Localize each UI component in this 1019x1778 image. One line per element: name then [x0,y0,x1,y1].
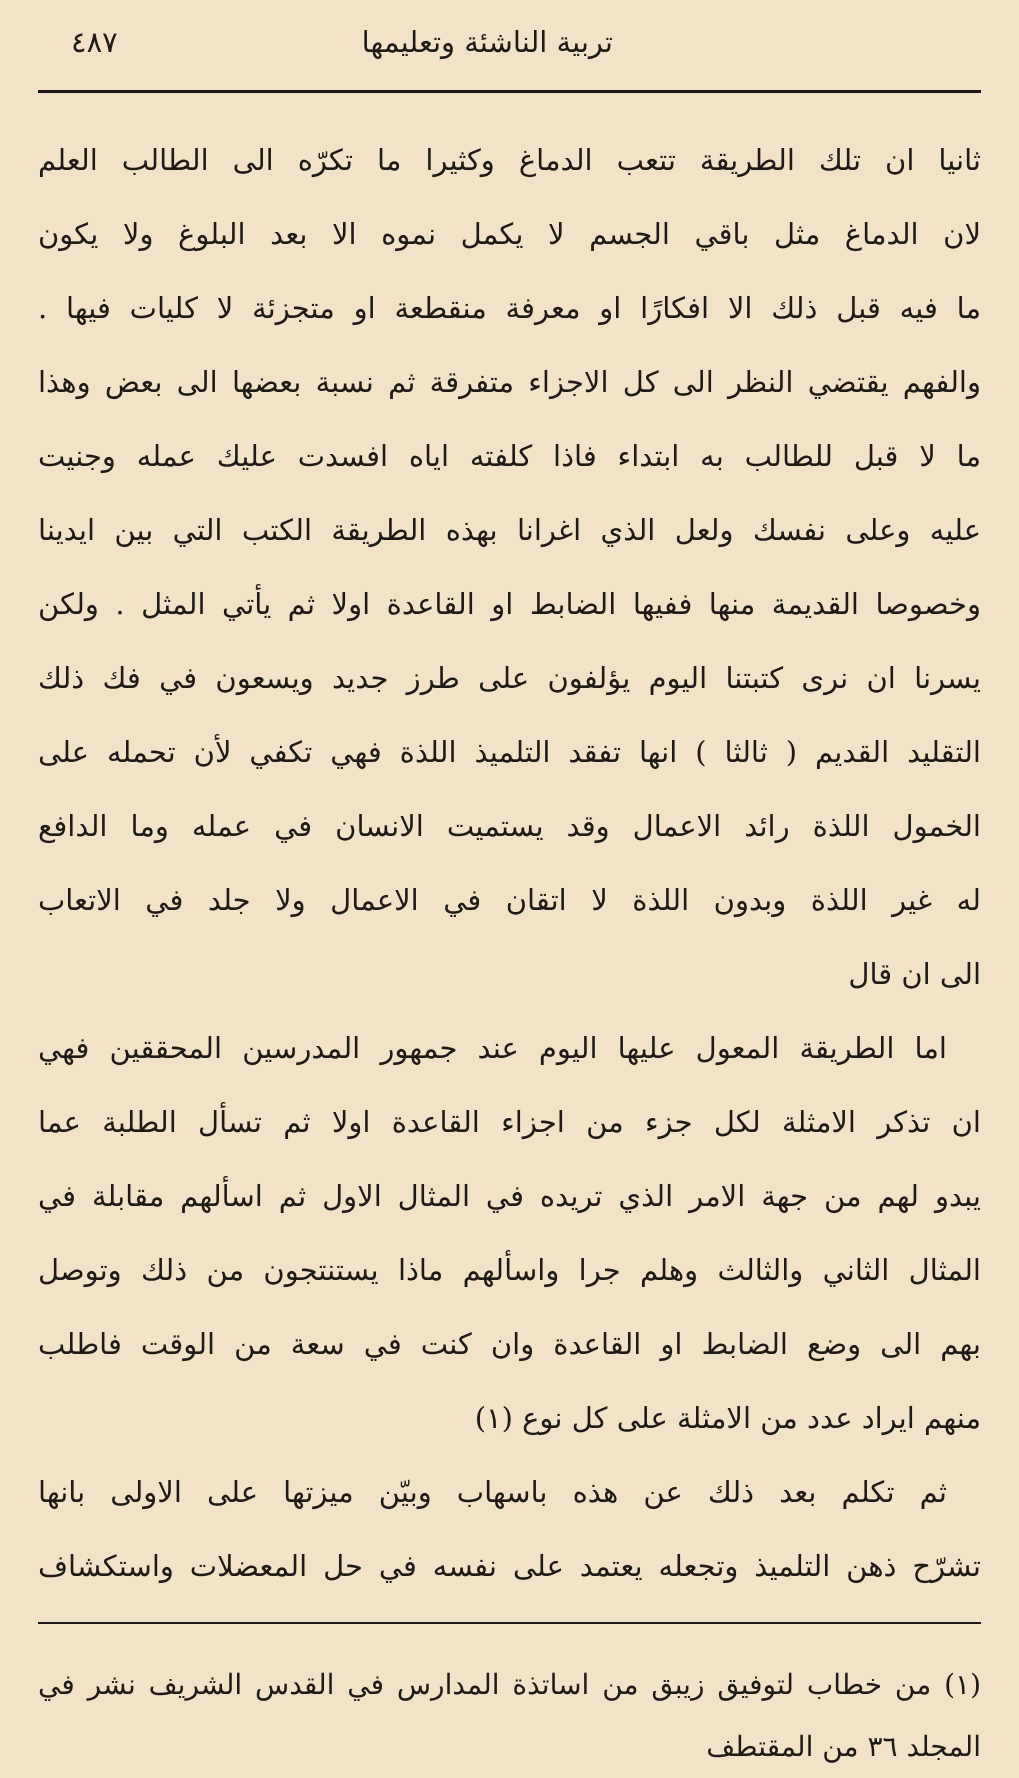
text-line-10: الخمول اللذة رائد الاعمال وقد يستميت الانسان في عمله وما الدافع [38,809,981,843]
text-line-9: التقليد القديم ( ثالثا ) انها تفقد التلميذ اللذة فهي تكفي لأن تحمله على [38,735,981,769]
running-title: تربية الناشئة وتعليمها [361,25,613,59]
page-number: ٤٨٧ [71,25,118,59]
text-line-7: وخصوصا القديمة منها ففيها الضابط او القاعدة اولا ثم يأتي المثل . ولكن [38,587,981,621]
text-line-6: عليه وعلى نفسك ولعل الذي اغرانا بهذه الطريقة الكتب التي بين ايدينا [38,513,981,547]
text-line-8: يسرنا ان نرى كتبتنا اليوم يؤلفون على طرز جديد ويسعون في فك ذلك [38,661,981,695]
text-line-3: ما فيه قبل ذلك الا افكارًا او معرفة منقطعة او متجزئة لا كليات فيها . [38,291,981,325]
footnotes [38,1654,981,1778]
footnote-line-2: المجلد ٣٦ من المقتطف [706,1730,981,1763]
footnote-divider [38,1622,981,1624]
text-line-11: له غير اللذة وبدون اللذة لا اتقان في الاعمال ولا جلد في الاتعاب [38,883,981,917]
text-line-5: ما لا قبل للطالب به ابتداء فاذا كلفته اياه افسدت عليك عمله وجنيت [38,439,981,473]
header-divider [38,90,981,93]
footnote-line-1: (١) من خطاب لتوفيق زيبق من اساتذة المدارس في القدس الشريف نشر في [38,1668,981,1701]
text-line-20: تشرّح ذهن التلميذ وتجعله يعتمد على نفسه في حل المعضلات واستكشاف [38,1549,981,1583]
text-line-1: ثانيا ان تلك الطريقة تتعب الدماغ وكثيرا ما تكرّه الى الطالب العلم [38,143,981,177]
text-line-12: الى ان قال [848,957,981,991]
text-line-18: منهم ايراد عدد من الامثلة على كل نوع (١) [474,1401,981,1435]
text-line-2: لان الدماغ مثل باقي الجسم لا يكمل نموه الا بعد البلوغ ولا يكون [38,217,981,251]
text-line-13: اما الطريقة المعول عليها اليوم عند جمهور المدرسين المحققين فهي [38,1031,947,1065]
page-header [38,18,981,72]
main-text [38,123,981,1603]
text-line-14: ان تذكر الامثلة لكل جزء من اجزاء القاعدة اولا ثم تسأل الطلبة عما [38,1105,981,1139]
text-line-15: يبدو لهم من جهة الامر الذي تريده في المثال الاول ثم اسألهم مقابلة في [38,1179,981,1213]
text-line-16: المثال الثاني والثالث وهلم جرا واسألهم ماذا يستنتجون من ذلك وتوصل [38,1253,981,1287]
text-line-19: ثم تكلم بعد ذلك عن هذه باسهاب وبيّن ميزتها على الاولى بانها [38,1475,947,1509]
text-line-4: والفهم يقتضي النظر الى كل الاجزاء متفرقة ثم نسبة بعضها الى بعض وهذا [38,365,981,399]
text-line-17: بهم الى وضع الضابط او القاعدة وان كنت في سعة من الوقت فاطلب [38,1327,981,1361]
